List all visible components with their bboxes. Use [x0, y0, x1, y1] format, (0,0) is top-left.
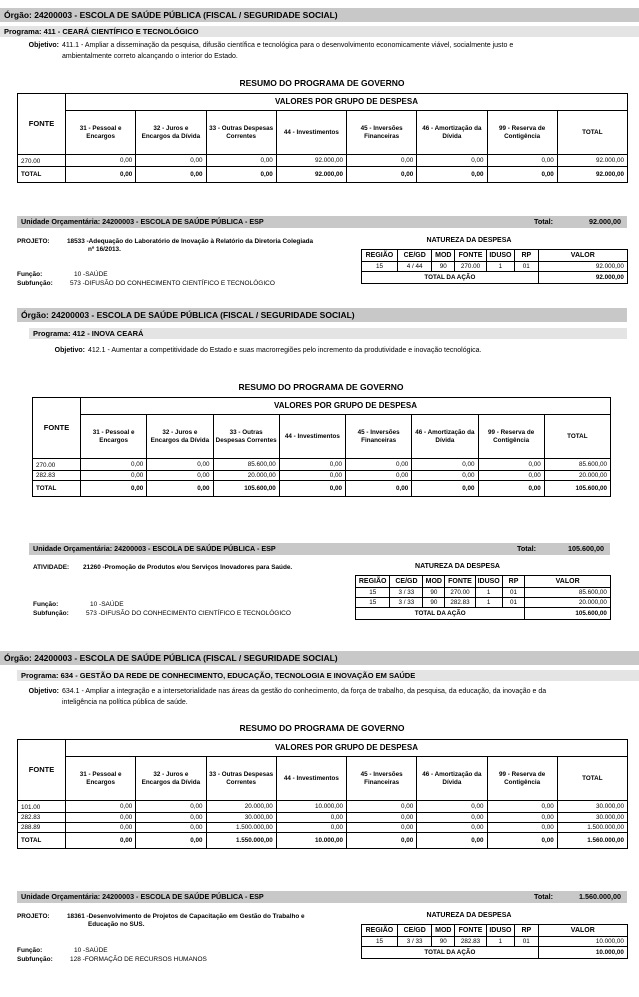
resumo-title: RESUMO DO PROGRAMA DE GOVERNO [239, 78, 405, 88]
objetivo-text: 634.1 - Ampliar a integração e a intersetorialidade nas áreas da gestão do conhecimento, da força de trabalho, da pesquisa, da educação, da inovação e da [62, 688, 547, 695]
col-header-total: TOTAL [557, 757, 627, 801]
uo-total-value: 1.560.000,00 [579, 892, 621, 901]
nd-row [362, 937, 628, 947]
natureza-title: NATUREZA DA DESPESA [426, 237, 512, 244]
objetivo-text-line2: inteligência na política pública de saúde. [62, 699, 188, 706]
total-cell-g31: 0,00 [66, 167, 136, 183]
total-cell-g45: 0,00 [347, 833, 417, 849]
value-cell-total: 30.000,00 [557, 801, 627, 813]
value-cell-g99: 0,00 [478, 471, 544, 481]
nd-header-fonte: FONTE [455, 250, 487, 262]
valores-header: VALORES POR GRUPO DE DESPESA [66, 740, 628, 757]
acao-descricao: 18361 -Desenvolvimento de Projetos de Capacitação em Gestão do Trabalho e [67, 913, 305, 920]
total-label: TOTAL [18, 833, 66, 849]
table-row [18, 801, 628, 813]
col-header-g99: 99 - Reserva de Contigência [487, 111, 557, 155]
col-header-g45: 45 - Inversões Financeiras [347, 111, 417, 155]
total-cell-g99: 0,00 [478, 481, 544, 497]
resumo-table [32, 397, 611, 497]
nd-cell-fonte: 282.83 [445, 598, 476, 608]
nd-cell-iduso: 1 [475, 598, 502, 608]
value-cell-g31: 0,00 [81, 459, 147, 471]
value-cell-g33: 30.000,00 [206, 813, 276, 823]
col-header-g31: 31 - Pessoal e Encargos [81, 415, 147, 459]
acao-descricao: 18533 -Adequação do Laboratório de Inovação à Relatório da Diretoria Colegiada [67, 238, 314, 245]
funcao-block [17, 946, 207, 964]
uo-total-label: Total: [533, 217, 553, 226]
table-row [18, 155, 628, 167]
fonte-cell: 101.00 [18, 801, 66, 813]
unidade-orcamentaria-bar [17, 891, 627, 903]
nd-cell-rp: 01 [502, 598, 525, 608]
acao-tipo: PROJETO: [17, 238, 50, 245]
acao-descricao-line2: Educação no SUS. [88, 921, 145, 928]
total-acao-label: TOTAL DA AÇÃO [362, 272, 539, 284]
value-cell-g99: 0,00 [478, 459, 544, 471]
nd-row [356, 598, 611, 608]
total-acao-value: 105.600,00 [525, 608, 610, 620]
value-cell-g46: 0,00 [417, 801, 487, 813]
nd-header-fonte: FONTE [455, 925, 487, 937]
total-cell-g32: 0,00 [147, 481, 213, 497]
value-cell-g46: 0,00 [417, 813, 487, 823]
total-cell-g46: 0,00 [412, 481, 478, 497]
subfuncao-value: 573 -DIFUSÃO DO CONHECIMENTO CIENTÍFICO E TECNOLÓGICO [70, 280, 275, 287]
natureza-table [355, 575, 611, 620]
total-row [18, 167, 628, 183]
total-cell-g33: 105.600,00 [213, 481, 279, 497]
nd-cell-mod: 90 [423, 588, 445, 598]
col-header-g32: 32 - Juros e Encargos da Dívida [147, 415, 213, 459]
funcao-label: Função: [33, 601, 59, 608]
nd-header-valor: VALOR [538, 925, 627, 937]
col-header-g46: 46 - Amortização da Dívida [417, 757, 487, 801]
nd-header-rp: RP [502, 576, 525, 588]
valores-header: VALORES POR GRUPO DE DESPESA [81, 398, 611, 415]
value-cell-g44: 10.000,00 [276, 801, 346, 813]
nd-cell-iduso: 1 [486, 937, 514, 947]
value-cell-g32: 0,00 [136, 155, 206, 167]
value-cell-g46: 0,00 [417, 823, 487, 833]
nd-cell-mod: 90 [432, 937, 455, 947]
value-cell-g44: 0,00 [279, 459, 345, 471]
total-cell-g99: 0,00 [487, 167, 557, 183]
value-cell-total: 92.000,00 [557, 155, 627, 167]
subfuncao-label: Subfunção: [17, 280, 53, 287]
value-cell-g33: 0,00 [206, 155, 276, 167]
resumo-title: RESUMO DO PROGRAMA DE GOVERNO [238, 382, 404, 392]
total-cell-g32: 0,00 [136, 167, 206, 183]
value-cell-g46: 0,00 [412, 471, 478, 481]
subfuncao-value: 128 -FORMAÇÃO DE RECURSOS HUMANOS [70, 956, 207, 963]
programa-header: Programa: 634 - GESTÃO DA REDE DE CONHECIMENTO, EDUCAÇÃO, TECNOLOGIA E INOVAÇÃO EM SAÚDE [17, 670, 639, 681]
nd-header-cegd: CE/GD [390, 576, 423, 588]
fonte-cell: 270.00 [18, 155, 66, 167]
col-header-total: TOTAL [557, 111, 627, 155]
fonte-header: FONTE [18, 740, 66, 801]
funcao-value: 10 -SAÚDE [74, 947, 108, 954]
table-row [33, 471, 611, 481]
nd-cell-cegd: 3 / 33 [397, 937, 432, 947]
objetivo-label: Objetivo: [28, 42, 59, 49]
uo-total-value: 92.000,00 [589, 217, 621, 226]
col-header-g44: 44 - Investimentos [279, 415, 345, 459]
funcao-label: Função: [17, 947, 43, 954]
total-acao-value: 10.000,00 [538, 947, 627, 959]
nd-cell-cegd: 4 / 44 [397, 262, 432, 272]
value-cell-total: 20.000,00 [544, 471, 610, 481]
value-cell-g33: 20.000,00 [213, 471, 279, 481]
nd-header-rp: RP [514, 925, 538, 937]
natureza-title: NATUREZA DA DESPESA [426, 912, 512, 919]
unidade-orcamentaria-bar [29, 543, 610, 555]
acao-descricao-line2: nº 16/2013. [88, 246, 121, 253]
total-cell-g44: 92.000,00 [276, 167, 346, 183]
acao-block [17, 913, 341, 929]
nd-header-regiao: REGIÃO [356, 576, 390, 588]
resumo-table [17, 739, 628, 849]
table-row [18, 823, 628, 833]
nd-cell-iduso: 1 [475, 588, 502, 598]
fonte-cell: 282.83 [18, 813, 66, 823]
value-cell-g32: 0,00 [136, 823, 206, 833]
value-cell-total: 85.600,00 [544, 459, 610, 471]
value-cell-g99: 0,00 [487, 823, 557, 833]
col-header-g46: 46 - Amortização da Dívida [412, 415, 478, 459]
value-cell-g99: 0,00 [487, 155, 557, 167]
subfuncao-label: Subfunção: [33, 610, 69, 617]
value-cell-g44: 0,00 [279, 471, 345, 481]
value-cell-g44: 92.000,00 [276, 155, 346, 167]
col-header-g45: 45 - Inversões Financeiras [346, 415, 412, 459]
total-cell-total: 1.560.000,00 [557, 833, 627, 849]
total-cell-g99: 0,00 [487, 833, 557, 849]
nd-header-fonte: FONTE [445, 576, 476, 588]
nd-header-iduso: IDUSO [486, 925, 514, 937]
funcao-value: 10 -SAÚDE [74, 271, 108, 278]
natureza-title: NATUREZA DA DESPESA [415, 563, 500, 570]
col-header-g33: 33 - Outras Despesas Correntes [206, 111, 276, 155]
unidade-orcamentaria-bar [17, 216, 627, 228]
total-cell-g33: 0,00 [206, 167, 276, 183]
acao-block [33, 564, 335, 572]
nd-header-iduso: IDUSO [486, 250, 514, 262]
value-cell-g31: 0,00 [66, 801, 136, 813]
total-cell-g46: 0,00 [417, 833, 487, 849]
nd-header-regiao: REGIÃO [362, 250, 398, 262]
nd-header-iduso: IDUSO [475, 576, 502, 588]
nd-header-cegd: CE/GD [397, 925, 432, 937]
value-cell-g32: 0,00 [147, 459, 213, 471]
col-header-g44: 44 - Investimentos [276, 111, 346, 155]
natureza-table [361, 249, 628, 284]
objetivo-text: 412.1 - Aumentar a competitividade do Estado e suas macrorregiões pelo incremento da produtividade e inovação tecnológica. [88, 347, 482, 354]
acao-descricao: 21260 -Promoção de Produtos e/ou Serviços Inovadores para Saúde. [83, 564, 293, 571]
total-row [18, 833, 628, 849]
nd-cell-cegd: 3 / 33 [390, 588, 423, 598]
subfuncao-label: Subfunção: [17, 956, 53, 963]
fonte-cell: 282.83 [33, 471, 81, 481]
objetivo-label: Objetivo: [54, 347, 85, 354]
nd-cell-mod: 90 [423, 598, 445, 608]
total-acao-label: TOTAL DA AÇÃO [356, 608, 525, 620]
value-cell-total: 1.500.000,00 [557, 823, 627, 833]
nd-header-rp: RP [514, 250, 538, 262]
value-cell-g46: 0,00 [417, 155, 487, 167]
total-row [33, 481, 611, 497]
fonte-cell: 270.00 [33, 459, 81, 471]
value-cell-g31: 0,00 [66, 813, 136, 823]
nd-header-regiao: REGIÃO [362, 925, 398, 937]
value-cell-g31: 0,00 [81, 471, 147, 481]
programa-header: Programa: 412 - INOVA CEARÁ [29, 328, 627, 339]
value-cell-g45: 0,00 [347, 813, 417, 823]
value-cell-g45: 0,00 [346, 459, 412, 471]
value-cell-total: 30.000,00 [557, 813, 627, 823]
natureza-table [361, 924, 628, 959]
fonte-header: FONTE [33, 398, 81, 459]
nd-header-valor: VALOR [538, 250, 627, 262]
resumo-table [17, 93, 628, 183]
nd-cell-fonte: 270.00 [455, 262, 487, 272]
total-cell-g44: 10.000,00 [276, 833, 346, 849]
orgao-header: Órgão: 24200003 - ESCOLA DE SAÚDE PÚBLICA (FISCAL / SEGURIDADE SOCIAL) [0, 651, 639, 665]
total-cell-g31: 0,00 [81, 481, 147, 497]
nd-cell-rp: 01 [514, 937, 538, 947]
total-cell-g32: 0,00 [136, 833, 206, 849]
value-cell-g33: 20.000,00 [206, 801, 276, 813]
unidade-orcamentaria-label: Unidade Orçamentária: 24200003 - ESCOLA DE SAÚDE PÚBLICA - ESP [21, 892, 264, 901]
orgao-header: Órgão: 24200003 - ESCOLA DE SAÚDE PÚBLICA (FISCAL / SEGURIDADE SOCIAL) [17, 308, 627, 322]
col-header-g33: 33 - Outras Despesas Correntes [206, 757, 276, 801]
uo-total-value: 105.600,00 [568, 544, 604, 553]
nd-row [356, 588, 611, 598]
nd-cell-valor: 20.000,00 [525, 598, 610, 608]
total-cell-total: 92.000,00 [557, 167, 627, 183]
col-header-g33: 33 - Outras Despesas Correntes [213, 415, 279, 459]
total-cell-g45: 0,00 [346, 481, 412, 497]
value-cell-g45: 0,00 [346, 471, 412, 481]
col-header-g32: 32 - Juros e Encargos da Dívida [136, 757, 206, 801]
nd-cell-mod: 90 [432, 262, 455, 272]
nd-cell-regiao: 15 [362, 262, 398, 272]
nd-header-mod: MOD [432, 250, 455, 262]
nd-cell-valor: 92.000,00 [538, 262, 627, 272]
valores-header: VALORES POR GRUPO DE DESPESA [66, 94, 628, 111]
value-cell-g99: 0,00 [487, 801, 557, 813]
col-header-total: TOTAL [544, 415, 610, 459]
value-cell-g31: 0,00 [66, 823, 136, 833]
nd-row [362, 262, 628, 272]
nd-cell-regiao: 15 [356, 598, 390, 608]
nd-header-cegd: CE/GD [397, 250, 432, 262]
value-cell-g32: 0,00 [136, 801, 206, 813]
funcao-block [17, 270, 275, 288]
subfuncao-value: 573 -DIFUSÃO DO CONHECIMENTO CIENTÍFICO E TECNOLÓGICO [86, 610, 291, 617]
value-cell-g31: 0,00 [66, 155, 136, 167]
total-cell-g31: 0,00 [66, 833, 136, 849]
total-cell-g46: 0,00 [417, 167, 487, 183]
uo-total-label: Total: [516, 544, 536, 553]
funcao-value: 10 -SAÚDE [90, 601, 124, 608]
col-header-g99: 99 - Reserva de Contigência [487, 757, 557, 801]
table-row [18, 813, 628, 823]
col-header-g31: 31 - Pessoal e Encargos [66, 111, 136, 155]
uo-total-label: Total: [533, 892, 553, 901]
objetivo-label: Objetivo: [28, 688, 59, 695]
funcao-block [33, 600, 291, 618]
table-row [33, 459, 611, 471]
total-acao-row [356, 608, 611, 620]
total-label: TOTAL [33, 481, 81, 497]
nd-cell-valor: 10.000,00 [538, 937, 627, 947]
total-cell-g44: 0,00 [279, 481, 345, 497]
col-header-g44: 44 - Investimentos [276, 757, 346, 801]
value-cell-g33: 1.500.000,00 [206, 823, 276, 833]
total-acao-value: 92.000,00 [538, 272, 627, 284]
value-cell-g32: 0,00 [147, 471, 213, 481]
total-label: TOTAL [18, 167, 66, 183]
programa-header: Programa: 411 - CEARÁ CIENTÍFICO E TECNOLÓGICO [0, 26, 639, 37]
resumo-title: RESUMO DO PROGRAMA DE GOVERNO [239, 723, 405, 733]
value-cell-g45: 0,00 [347, 801, 417, 813]
unidade-orcamentaria-label: Unidade Orçamentária: 24200003 - ESCOLA DE SAÚDE PÚBLICA - ESP [21, 217, 264, 226]
value-cell-g46: 0,00 [412, 459, 478, 471]
total-cell-g33: 1.550.000,00 [206, 833, 276, 849]
nd-header-valor: VALOR [525, 576, 610, 588]
total-acao-row [362, 272, 628, 284]
acao-tipo: PROJETO: [17, 913, 50, 920]
nd-cell-valor: 85.600,00 [525, 588, 610, 598]
nd-cell-regiao: 15 [362, 937, 398, 947]
orgao-header: Órgão: 24200003 - ESCOLA DE SAÚDE PÚBLICA (FISCAL / SEGURIDADE SOCIAL) [0, 8, 639, 22]
value-cell-g44: 0,00 [276, 823, 346, 833]
acao-tipo: ATIVIDADE: [33, 564, 70, 571]
col-header-g32: 32 - Juros e Encargos da Dívida [136, 111, 206, 155]
nd-cell-fonte: 270.00 [445, 588, 476, 598]
total-cell-g45: 0,00 [347, 167, 417, 183]
total-acao-label: TOTAL DA AÇÃO [362, 947, 539, 959]
nd-cell-cegd: 3 / 33 [390, 598, 423, 608]
funcao-label: Função: [17, 271, 43, 278]
fonte-header: FONTE [18, 94, 66, 155]
value-cell-g33: 85.600,00 [213, 459, 279, 471]
value-cell-g44: 0,00 [276, 813, 346, 823]
col-header-g99: 99 - Reserva de Contigência [478, 415, 544, 459]
nd-header-mod: MOD [423, 576, 445, 588]
total-cell-total: 105.600,00 [544, 481, 610, 497]
total-acao-row [362, 947, 628, 959]
value-cell-g45: 0,00 [347, 155, 417, 167]
nd-header-mod: MOD [432, 925, 455, 937]
nd-cell-regiao: 15 [356, 588, 390, 598]
value-cell-g45: 0,00 [347, 823, 417, 833]
nd-cell-rp: 01 [514, 262, 538, 272]
objetivo-text: 411.1 - Ampliar a disseminação da pesquisa, difusão científica e tecnológica para o desenvolvimento economicamente viável, socialmente justo e [62, 42, 514, 49]
unidade-orcamentaria-label: Unidade Orçamentária: 24200003 - ESCOLA DE SAÚDE PÚBLICA - ESP [33, 544, 276, 553]
nd-cell-fonte: 282.83 [455, 937, 487, 947]
objetivo-text-line2: ambientalmente correto alcançando o interior do Estado. [62, 53, 238, 60]
acao-block [17, 238, 341, 254]
col-header-g31: 31 - Pessoal e Encargos [66, 757, 136, 801]
fonte-cell: 288.89 [18, 823, 66, 833]
col-header-g45: 45 - Inversões Financeiras [347, 757, 417, 801]
value-cell-g99: 0,00 [487, 813, 557, 823]
nd-cell-iduso: 1 [486, 262, 514, 272]
value-cell-g32: 0,00 [136, 813, 206, 823]
nd-cell-rp: 01 [502, 588, 525, 598]
col-header-g46: 46 - Amortização da Dívida [417, 111, 487, 155]
